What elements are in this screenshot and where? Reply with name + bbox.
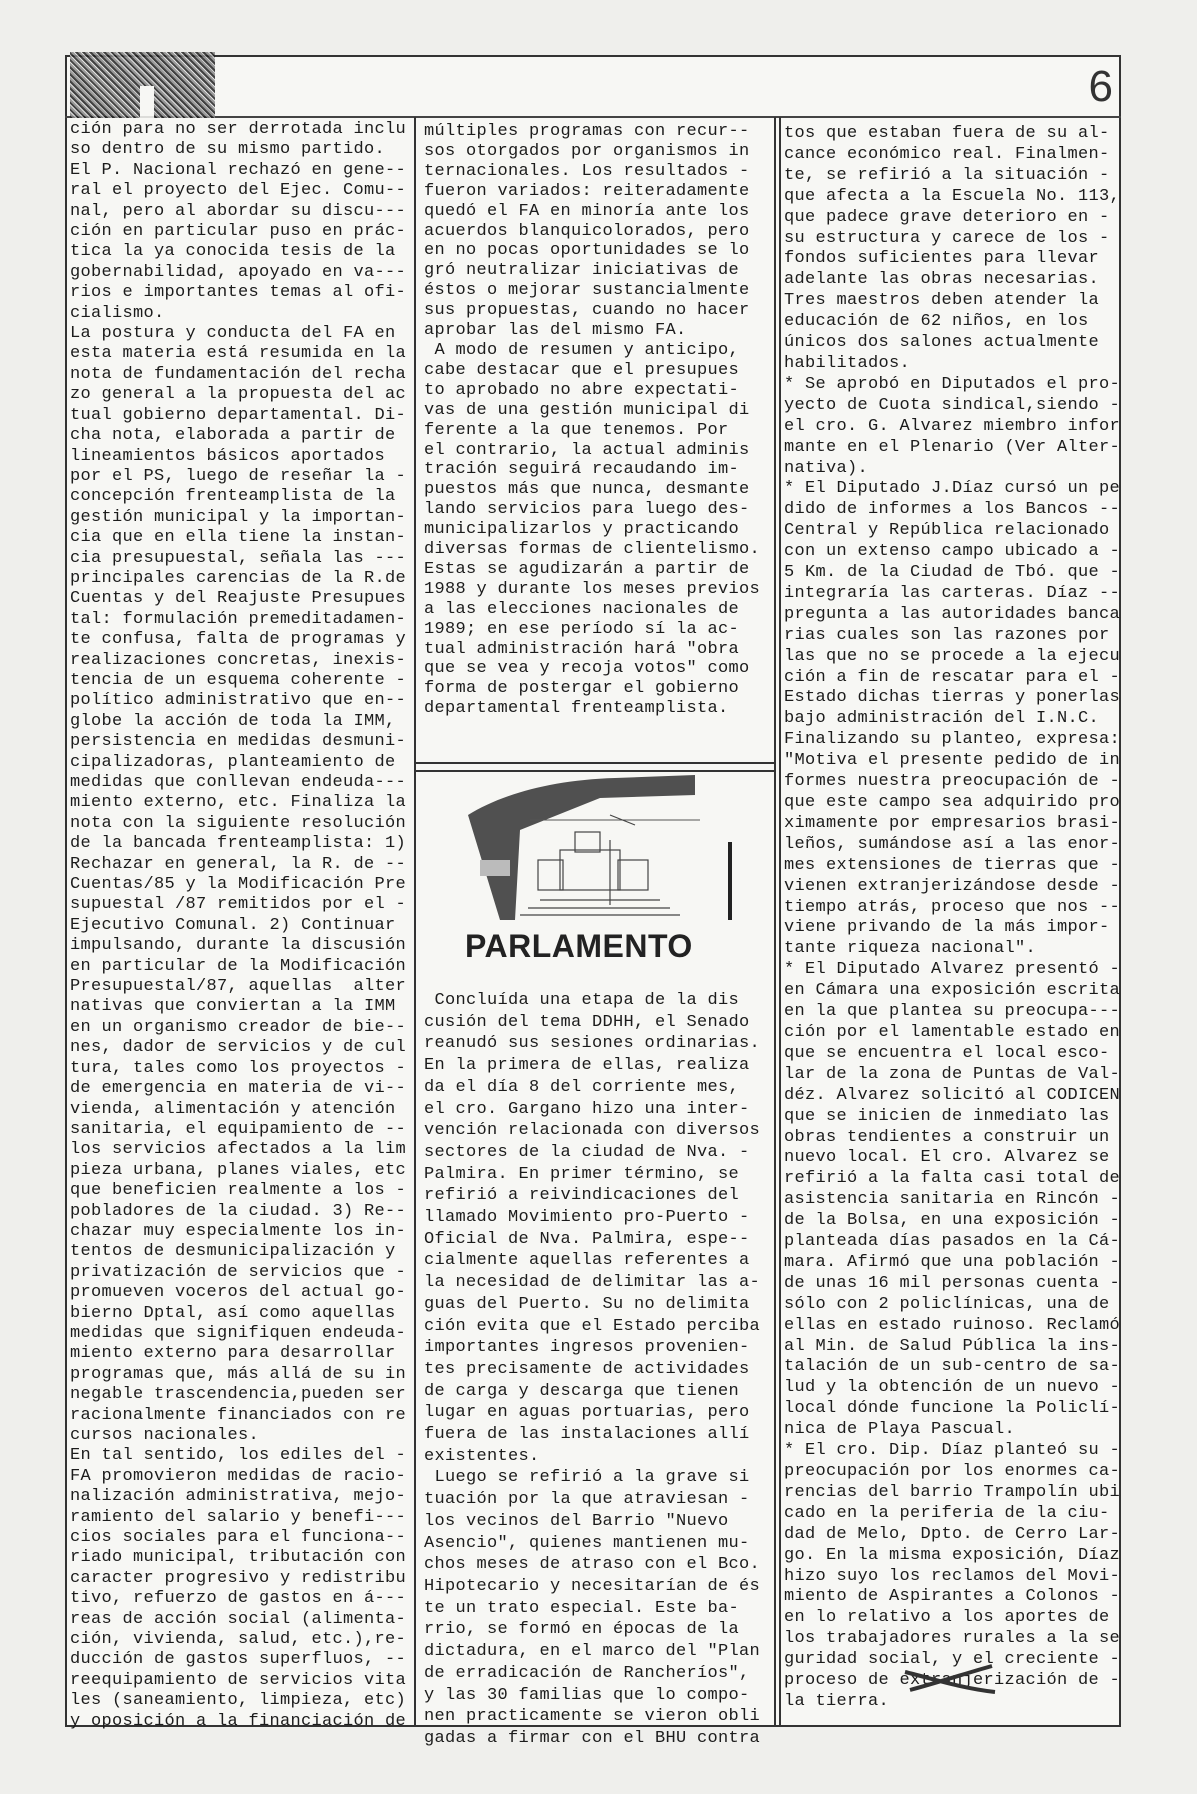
text-line: acuerdos blanquicolorados, pero	[424, 221, 750, 241]
text-line: la necesidad de delimitar las a-	[424, 1273, 761, 1293]
text-line: hizo suyo los reclamos del Movi-	[784, 1566, 1121, 1586]
text-line: importantes ingresos provenien-	[424, 1338, 750, 1358]
text-line: ción para no ser derrotada inclu	[70, 120, 407, 139]
text-line: Cuentas y del Reajuste Presupues	[70, 589, 407, 609]
text-line: puestos más que nunca, desmante	[424, 480, 750, 500]
text-line: Concluída una etapa de la dis	[424, 991, 740, 1010]
text-line: de unas 16 mil personas cuenta -	[784, 1273, 1121, 1293]
text-line: al Min. de Salud Pública la ins-	[784, 1336, 1121, 1356]
text-line: lando servicios para luego des-	[424, 500, 750, 520]
text-line: refirió a la falta casi total de	[784, 1169, 1121, 1189]
text-line: múltiples programas con recur--	[424, 122, 750, 141]
text-line: riado municipal, tributación con	[70, 1548, 407, 1568]
end-mark-scribble	[900, 1660, 1000, 1700]
text-line: tración seguirá recaudando im-	[424, 460, 740, 480]
text-line: Estado dichas tierras y ponerlas	[784, 688, 1121, 708]
text-line: leños, sumándose así a las enor-	[784, 834, 1121, 854]
text-line: llamado Movimiento pro-Puerto -	[424, 1208, 750, 1228]
text-line: Presupuestal/87, aquellas alter	[70, 977, 407, 997]
text-line: zo general a la propuesta del ac	[70, 385, 407, 405]
text-line: nativas que conviertan a la IMM	[70, 997, 396, 1017]
text-line: Oficial de Nva. Palmira, espe--	[424, 1229, 750, 1249]
text-line: mara. Afirmó que una población -	[784, 1252, 1121, 1272]
text-line: tentos de desmunicipalización y	[70, 1242, 396, 1262]
text-line: de carga y descarga que tienen	[424, 1381, 740, 1401]
text-line: nativa).	[784, 458, 869, 478]
text-line: a las elecciones nacionales de	[424, 599, 740, 619]
text-line: go. En la misma exposición, Díaz	[784, 1545, 1121, 1565]
text-line: obras tendientes a construir un	[784, 1127, 1110, 1147]
text-line: sanitaria, el equipamiento de --	[70, 1119, 407, 1139]
article-column-2-top	[424, 122, 760, 719]
text-line: de erradicación de Rancheríos",	[424, 1663, 750, 1683]
text-line: habilitados.	[784, 353, 911, 373]
text-line: Cuentas/85 y la Modificación Pre	[70, 875, 407, 895]
article-column-3	[784, 124, 1120, 1713]
text-line: chos meses de atraso con el Bco.	[424, 1555, 761, 1575]
text-line: éstos o mejorar sustancialmente	[424, 281, 750, 301]
text-line: gestión municipal y la importan-	[70, 507, 407, 527]
text-line: gadas a firmar con el BHU contra	[424, 1728, 761, 1748]
text-line: y oposición a la financiación de	[70, 1711, 407, 1731]
text-line: "Motiva el presente pedido de in	[784, 751, 1121, 771]
text-line: reequipamiento de servicios vita	[70, 1670, 407, 1690]
text-line: gobernabilidad, apoyado en va---	[70, 262, 407, 282]
text-line: ximamente por empresarios brasi-	[784, 813, 1121, 833]
text-line: reanudó sus sesiones ordinarias.	[424, 1034, 761, 1054]
text-line: tiempo atrás, proceso que nos --	[784, 897, 1121, 917]
text-line: El P. Nacional rechazó en gene--	[70, 160, 407, 180]
text-line: ción, vivienda, salud, etc.),re-	[70, 1630, 407, 1650]
text-line: cance económico real. Finalmen-	[784, 144, 1110, 164]
text-line: bajo administración del I.N.C.	[784, 709, 1100, 729]
text-line: lugar en aguas portuarias, pero	[424, 1403, 750, 1423]
text-line: cursos nacionales.	[70, 1426, 260, 1445]
column-divider	[414, 117, 416, 1727]
text-line: quedó el FA en minoría ante los	[424, 201, 750, 221]
text-line: los servicios afectados a la lim	[70, 1140, 407, 1160]
text-line: 1988 y durante los meses previos	[424, 579, 761, 599]
text-line: forma de postergar el gobierno	[424, 679, 740, 699]
text-line: globe la acción de toda la IMM,	[70, 711, 396, 731]
text-line: supuestal /87 remitidos por el -	[70, 895, 407, 915]
text-line: rencias del barrio Trampolín ubi	[784, 1482, 1121, 1502]
text-line: lar de la zona de Puntas de Val-	[784, 1064, 1121, 1084]
text-line: nen practicamente se vieron obli	[424, 1707, 761, 1727]
text-line: tes precisamente de actividades	[424, 1359, 750, 1379]
text-line: caracter progresivo y redistribu	[70, 1568, 407, 1588]
text-line: vienda, alimentación y atención	[70, 1099, 396, 1119]
text-line: que se vea y recoja votos" como	[424, 659, 750, 679]
text-line: vienen extranjerizándose desde -	[784, 876, 1121, 896]
text-line: miento de Aspirantes a Colonos -	[784, 1587, 1121, 1607]
text-line: tuación por la que atraviesan -	[424, 1490, 750, 1510]
text-line: local dónde funcione la Policlí-	[784, 1399, 1121, 1419]
text-line: les (saneamiento, limpieza, etc)	[70, 1691, 407, 1711]
text-line: cha nota, elaborada a partir de	[70, 426, 396, 446]
text-line: * El cro. Dip. Díaz planteó su -	[784, 1441, 1121, 1461]
text-line: con un extenso campo ubicado a -	[784, 542, 1121, 562]
text-line: rias cuales son las razones por	[784, 625, 1110, 645]
text-line: nalización administrativa, mejo-	[70, 1487, 407, 1507]
text-line: tencia de un esquema coherente -	[70, 670, 407, 690]
text-line: planteada días pasados en la Cá-	[784, 1232, 1121, 1252]
text-line: yecto de Cuota sindical,siendo -	[784, 395, 1121, 415]
text-line: la tierra.	[784, 1691, 890, 1711]
text-line: proceso de extranjerización de -	[784, 1671, 1121, 1691]
text-line: déz. Alvarez solicitó al CODICEN	[784, 1085, 1121, 1105]
text-line: reas de acción social (alimenta-	[70, 1609, 407, 1629]
text-line: que afecta a la Escuela No. 113,	[784, 186, 1121, 206]
article-column-1	[70, 120, 406, 1732]
text-line: lud y la obtención de un nuevo -	[784, 1378, 1121, 1398]
text-line: las que no se procede a la ejecu	[784, 646, 1121, 666]
text-line: bierno Dptal, así como aquellas	[70, 1303, 396, 1323]
text-line: medidas que signifiquen endeuda-	[70, 1323, 407, 1343]
text-line: so dentro de su mismo partido.	[70, 140, 386, 160]
text-line: guridad social, y el creciente -	[784, 1650, 1121, 1670]
text-line: en lo relativo a los aportes de	[784, 1608, 1110, 1628]
text-line: guas del Puerto. Su no delimita	[424, 1294, 750, 1314]
text-line: En tal sentido, los ediles del -	[70, 1446, 407, 1466]
text-line: mante en el Plenario (Ver Alter-	[784, 437, 1121, 457]
parlamento-article	[424, 990, 760, 1750]
text-line: nota de fundamentación del recha	[70, 364, 407, 384]
text-line: impulsando, durante la discusión	[70, 936, 407, 956]
text-line: formes nuestra preocupación de -	[784, 772, 1121, 792]
text-line: tura, tales como los proyectos -	[70, 1058, 407, 1078]
text-line: * Se aprobó en Diputados el pro-	[784, 374, 1121, 394]
text-line: 5 Km. de la Ciudad de Tbó. que -	[784, 563, 1121, 583]
text-line: Luego se refirió a la grave si	[424, 1468, 750, 1488]
text-line: cado en la periferia de la ciu-	[784, 1503, 1110, 1523]
page-number: 6	[1088, 62, 1113, 111]
text-line: negable trascendencia,pueden ser	[70, 1385, 407, 1405]
text-line: mes extensiones de tierras que -	[784, 855, 1121, 875]
text-line: y las 30 familias que lo compo-	[424, 1685, 750, 1705]
text-line: cialismo.	[70, 303, 165, 323]
text-line: te confusa, falta de programas y	[70, 630, 407, 650]
text-line: el cro. Gargano hizo una inter-	[424, 1099, 750, 1119]
text-line: cia presupuestal, señala las ---	[70, 548, 407, 568]
text-line: Ejecutivo Comunal. 2) Continuar	[70, 915, 396, 935]
text-line: adelante las obras necesarias.	[784, 270, 1100, 290]
text-line: nica de Playa Pascual.	[784, 1420, 1016, 1440]
page-header	[65, 55, 1121, 118]
text-line: únicos dos salones actualmente	[784, 333, 1100, 353]
text-line: ellas en estado ruinoso. Reclamó	[784, 1315, 1121, 1335]
text-line: ción a fin de rescatar para el -	[784, 667, 1121, 687]
text-line: que beneficien realmente a los -	[70, 1181, 407, 1201]
text-line: municipalizarlos y practicando	[424, 520, 740, 540]
text-line: en Cámara una exposición escrita	[784, 981, 1121, 1001]
text-line: de la Bolsa, en una exposición -	[784, 1211, 1121, 1231]
text-line: programas que, más allá de su in	[70, 1364, 407, 1384]
text-line: viene privando de la más impor-	[784, 918, 1110, 938]
text-line: que padece grave deterioro en -	[784, 207, 1110, 227]
text-line: to aprobado no abre expectati-	[424, 380, 740, 400]
text-line: Palmira. En primer término, se	[424, 1164, 740, 1184]
text-line: concepción frenteamplista de la	[70, 487, 396, 507]
text-line: Asencio", quienes mantienen mu-	[424, 1533, 750, 1553]
text-line: que se inicien de inmediato las	[784, 1106, 1110, 1126]
text-line: esta materia está resumida en la	[70, 344, 407, 364]
text-line: La postura y conducta del FA en	[70, 324, 396, 344]
section-title: PARLAMENTO	[465, 928, 693, 964]
text-line: te un trato especial. Este ba-	[424, 1598, 740, 1618]
text-line: los trabajadores rurales a la se	[784, 1629, 1121, 1649]
text-line: * El Diputado Alvarez presentó -	[784, 960, 1121, 980]
text-line: fondos suficientes para llevar	[784, 249, 1100, 269]
text-line: realizaciones concretas, inexis-	[70, 650, 407, 670]
text-line: tal: formulación premeditadamen-	[70, 609, 407, 629]
text-line: tual administración hará "obra	[424, 639, 740, 659]
text-line: fueron variados: reiteradamente	[424, 181, 750, 201]
text-line: chazar muy especialmente los in-	[70, 1221, 407, 1241]
text-line: miento externo para desarrollar	[70, 1344, 396, 1364]
column-divider	[779, 117, 781, 1727]
text-line: persistencia en medidas desmuni-	[70, 732, 407, 752]
text-line: que este campo sea adquirido pro	[784, 793, 1121, 812]
text-line: de emergencia en materia de vi--	[70, 1079, 407, 1099]
text-line: aprobar las del mismo FA.	[424, 321, 687, 341]
text-line: principales carencias de la R.de	[70, 568, 407, 588]
text-line: sólo con 2 policlínicas, una de	[784, 1294, 1110, 1314]
text-line: Hipotecario y necesitarían de és	[424, 1576, 761, 1596]
publication-logo	[70, 52, 215, 118]
text-line: ternacionales. Los resultados -	[424, 161, 750, 181]
text-line: nal, pero al abordar su discu---	[70, 201, 407, 221]
text-line: refirió a reivindicaciones del	[424, 1186, 740, 1206]
text-line: * El Diputado J.Díaz cursó un pe	[784, 479, 1121, 499]
text-line: lineamientos básicos aportados	[70, 446, 386, 466]
text-line: rios e importantes temas al ofi-	[70, 283, 407, 303]
text-line: pobladores de la ciudad. 3) Re--	[70, 1201, 407, 1221]
text-line: 1989; en ese período sí la ac-	[424, 619, 740, 639]
text-line: vención relacionada con diversos	[424, 1121, 761, 1141]
text-line: FA promovieron medidas de racio-	[70, 1466, 407, 1486]
text-line: vas de una gestión municipal di	[424, 400, 750, 420]
text-line: te, se refirió a la situación -	[784, 165, 1110, 185]
text-line: cia que en ella tiene la instan-	[70, 528, 407, 548]
text-line: ducción de gastos superfluos, --	[70, 1650, 407, 1670]
text-line: educación de 62 niños, en los	[784, 312, 1089, 332]
text-line: pieza urbana, planes viales, etc	[70, 1160, 407, 1180]
text-line: sus propuestas, cuando no hacer	[424, 301, 750, 321]
text-line: por el PS, luego de reseñar la -	[70, 466, 407, 486]
text-line: cusión del tema DDHH, el Senado	[424, 1012, 750, 1032]
text-line: cialmente aquellas referentes a	[424, 1251, 750, 1271]
text-line: en particular de la Modificación	[70, 956, 407, 976]
text-line: cios sociales para el funciona--	[70, 1528, 407, 1548]
text-line: tos que estaban fuera de su al-	[784, 124, 1110, 143]
text-line: diversas formas de clientelismo.	[424, 540, 761, 560]
text-line: ción en particular puso en prác-	[70, 222, 407, 242]
text-line: político administrativo que en--	[70, 691, 407, 711]
text-line: dido de informes a los Bancos --	[784, 500, 1121, 520]
text-line: integraría las carteras. Díaz --	[784, 583, 1121, 603]
text-line: su estructura y carece de los -	[784, 228, 1110, 248]
text-line: Estas se agudizarán a partir de	[424, 559, 750, 579]
text-line: de la bancada frenteamplista: 1)	[70, 834, 407, 854]
text-line: privatización de servicios que -	[70, 1262, 407, 1282]
text-line: ción por el lamentable estado en	[784, 1022, 1121, 1042]
text-line: tual gobierno departamental. Di-	[70, 405, 407, 425]
text-line: Finalizando su planteo, expresa:	[784, 730, 1121, 750]
text-line: el cro. G. Alvarez miembro infor	[784, 416, 1121, 436]
text-line: pregunta a las autoridades banca	[784, 604, 1121, 624]
text-line: gró neutralizar iniciativas de	[424, 261, 740, 281]
text-line: Central y República relacionado	[784, 521, 1110, 541]
text-line: promueven voceros del actual go-	[70, 1283, 407, 1303]
text-line: nota con la siguiente resolución	[70, 813, 407, 833]
text-line: dictadura, en el marco del "Plan	[424, 1642, 761, 1662]
text-line: sectores de la ciudad de Nva. -	[424, 1142, 750, 1162]
text-line: ción evita que el Estado perciba	[424, 1316, 761, 1336]
text-line: miento externo, etc. Finaliza la	[70, 793, 407, 813]
text-line: fuera de las instalaciones allí	[424, 1425, 750, 1445]
text-line: tivo, refuerzo de gastos en á---	[70, 1589, 407, 1609]
text-line: nuevo local. El cro. Alvarez se	[784, 1148, 1110, 1168]
text-line: departamental frenteamplista.	[424, 699, 729, 719]
text-line: preocupación por los enormes ca-	[784, 1462, 1121, 1481]
text-line: sos otorgados por organismos in	[424, 141, 750, 161]
text-line: en un organismo creador de bie--	[70, 1017, 407, 1037]
text-line: rrio, se formó en épocas de la	[424, 1620, 740, 1640]
text-line: los vecinos del Barrio "Nuevo	[424, 1511, 729, 1531]
text-line: da el día 8 del corriente mes,	[424, 1077, 740, 1097]
text-line: ferente a la que tenemos. Por	[424, 420, 729, 440]
text-line: ral el proyecto del Ejec. Comu--	[70, 181, 407, 201]
text-line: cabe destacar que el presupues	[424, 360, 740, 380]
box-divider	[415, 762, 775, 764]
text-line: asistencia sanitaria en Rincón -	[784, 1190, 1121, 1210]
text-line: que se encuentra el local esco-	[784, 1043, 1110, 1063]
text-line: racionalmente financiados con re	[70, 1405, 407, 1425]
text-line: cipalizadoras, planteamiento de	[70, 752, 396, 772]
text-line: en no pocas oportunidades se lo	[424, 241, 750, 261]
text-line: en la que plantea su preocupa---	[784, 1002, 1121, 1022]
text-line: existentes.	[424, 1446, 540, 1466]
text-line: dad de Melo, Dpto. de Cerro Lar-	[784, 1524, 1121, 1544]
text-line: tante riqueza nacional".	[784, 939, 1037, 959]
text-line: Rechazar en general, la R. de --	[70, 854, 407, 874]
text-line: tica la ya conocida tesis de la	[70, 242, 396, 262]
text-line: A modo de resumen y anticipo,	[424, 340, 740, 360]
text-line: Tres maestros deben atender la	[784, 291, 1100, 311]
text-line: el contrario, la actual adminis	[424, 440, 750, 460]
text-line: nes, dador de servicios y de cul	[70, 1038, 407, 1058]
text-line: ramiento del salario y benefi---	[70, 1507, 407, 1527]
text-line: En la primera de ellas, realiza	[424, 1056, 750, 1076]
text-line: talación de un sub-centro de sa-	[784, 1357, 1121, 1377]
text-line: medidas que conllevan endeuda---	[70, 773, 407, 792]
